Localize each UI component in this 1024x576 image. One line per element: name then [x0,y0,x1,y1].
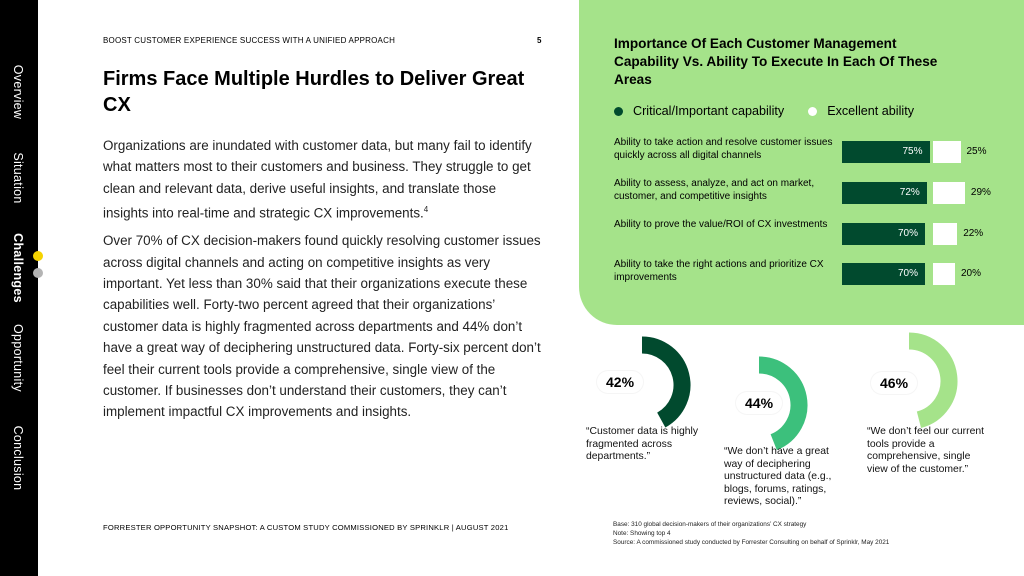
donut-caption: “We don’t have a great way of deciphering unstructured data (e.g., blogs, forums, ratings, reviews, social).” [724,446,832,508]
side-navigation [0,0,38,576]
donut-caption: “We don’t feel our current tools provide a comprehensive, single view of the customer.” [867,426,985,475]
bar-excellent-value: 29% [970,187,991,198]
bar-category-label: Ability to prove the value/ROI of CX investments [614,219,828,230]
bar-row [614,219,1014,251]
bar-category-label: Ability to take the right actions and prioritize CX improvements [614,259,824,283]
bar-excellent-value: 22% [963,228,984,239]
paragraph-1: Organizations are inundated with customer data, but many fail to identify what matters most to their customers and business. They struggle to get clean and relevant data, derive useful insights, and translate those insights into real-time and strategic CX improvements.$^4$ [103,138,532,221]
legend-swatch-excellent [808,107,817,116]
bar-excellent-value: 20% [961,268,982,279]
chart-title: Importance Of Each Customer Management Capability Vs. Ability To Execute In Each Of These Areas [614,36,938,87]
note-source: Source: A commissioned study conducted by Forrester Consulting on behalf of Sprinklr, May 2021 [613,539,890,546]
nav-overview[interactable]: Overview [11,64,25,120]
bar-important: 70% [842,263,925,285]
donut-value-badge: 44% [736,392,782,414]
bar-category-label: Ability to assess, analyze, and act on market, customer, and competitive insights [614,178,815,202]
note-showing: Note: Showing top 4 [613,530,671,537]
footer-credit: FORRESTER OPPORTUNITY SNAPSHOT: A CUSTOM STUDY COMMISSIONED BY SPRINKLR | AUGUST 2021 [103,523,509,532]
bar-excellent-value: 25% [966,146,987,157]
bar-excellent [933,141,961,163]
nav-opportunity[interactable]: Opportunity [11,324,25,392]
bar-row [614,259,1014,291]
donut-arc [642,345,682,420]
legend-label-important: Critical/Important capability [633,104,785,118]
article-body [103,135,543,429]
donut-value-badge: 46% [871,372,917,394]
bar-important: 70% [842,223,925,245]
footnote-ref[interactable]: 4 [423,205,429,215]
bar-row [614,178,1014,210]
note-base: Base: 310 global decision-makers of their organizations’ CX strategy [613,521,807,528]
nav-challenges[interactable]: Challenges [11,233,25,303]
page-title: Firms Face Multiple Hurdles to Deliver Great CX [103,68,525,116]
bar-excellent [933,182,965,204]
legend-swatch-important [614,107,623,116]
nav-current-indicator [33,251,43,261]
bar-important: 75% [842,141,930,163]
nav-conclusion[interactable]: Conclusion [11,425,25,491]
bar-important: 72% [842,182,927,204]
paragraph-2: Over 70% of CX decision-makers found quickly resolving customer issues across digital channels and acting on competitive insights as very important. Yet less than 30% said that their organizations execute these capabilities well. Forty-two percent agreed that their organizations’ customer data is highly fragmented across departments and 44% don’t have a great way of deciphering unstructured data. Forty-six percent don’t feel their current tools provide a comprehensive, single view of the customer. If businesses don’t understand their customers, they can’t implement impactful CX improvements and insights. [103,233,541,420]
bar-row [614,137,1014,169]
donut-value-badge: 42% [597,371,643,393]
chart-legend [614,104,914,118]
bar-excellent [933,223,957,245]
page-number: 5 [537,36,542,45]
bar-category-label: Ability to take action and resolve customer issues quickly across all digital channels [614,137,833,161]
nav-situation[interactable]: Situation [11,152,25,204]
running-header: BOOST CUSTOMER EXPERIENCE SUCCESS WITH A UNIFIED APPROACH [103,36,396,45]
nav-next-indicator[interactable] [33,268,43,278]
legend-label-excellent: Excellent ability [827,104,914,118]
bar-excellent [933,263,955,285]
donut-caption: “Customer data is highly fragmented across departments.” [586,426,699,463]
chart-notes [613,520,889,547]
